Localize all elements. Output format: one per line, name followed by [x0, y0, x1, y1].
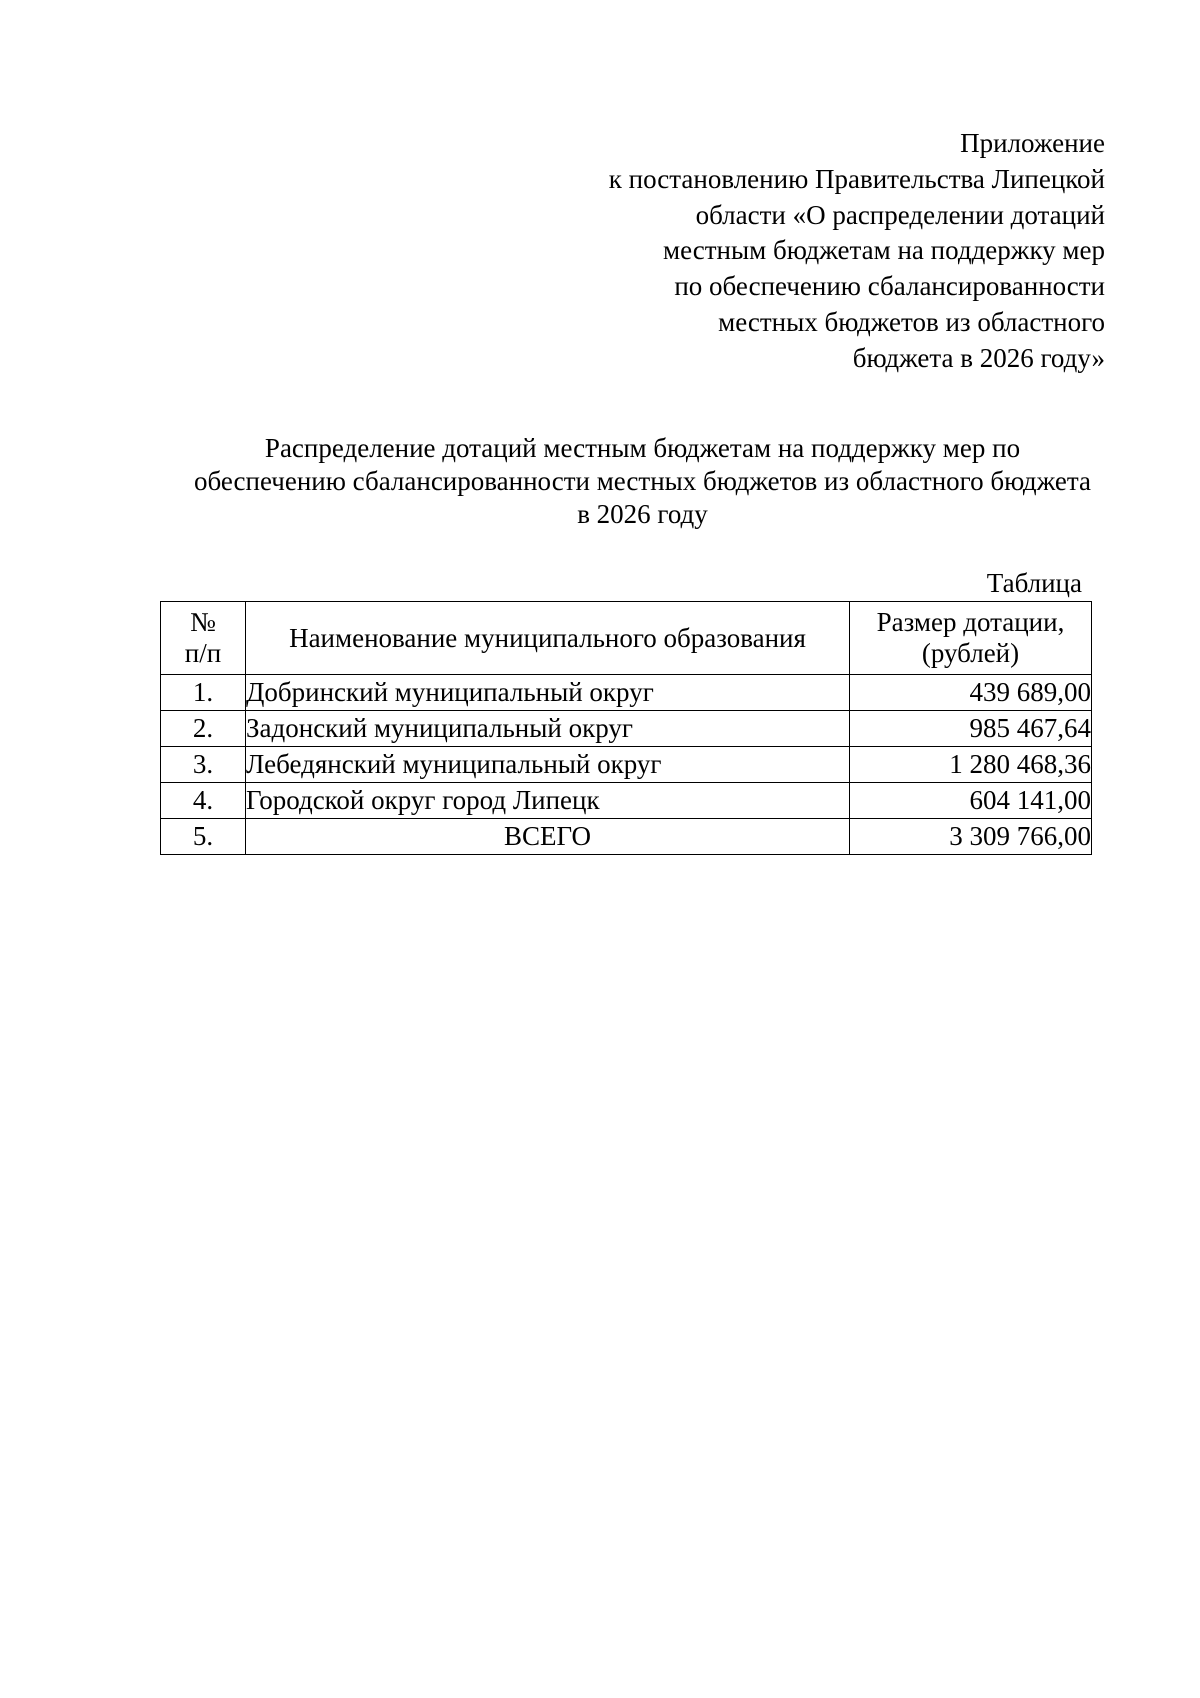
- table-row: [161, 711, 1092, 747]
- table-row: [161, 747, 1092, 783]
- row-number: 3.: [161, 747, 246, 783]
- title-line: обеспечению сбалансированности местных бюджетов из областного бюджета: [193, 466, 1091, 496]
- appendix-line: по обеспечению сбалансированности: [674, 271, 1105, 302]
- appendix-line: к постановлению Правительства Липецкой: [608, 163, 1105, 194]
- total-label: ВСЕГО: [246, 819, 850, 855]
- row-number: 1.: [161, 675, 246, 711]
- title-line: Распределение дотаций местным бюджетам на поддержку мер по: [264, 433, 1021, 463]
- table-row: [161, 675, 1092, 711]
- header-amount-line: Размер дотации,: [876, 607, 1065, 637]
- appendix-line: местным бюджетам на поддержку мер: [663, 235, 1105, 266]
- table-header-row: [161, 602, 1092, 675]
- appendix-line: области «О распределении дотаций: [695, 199, 1105, 230]
- municipality-name: Лебедянский муниципальный округ: [246, 747, 850, 783]
- table-label: Таблица: [986, 568, 1082, 598]
- municipality-name: Добринский муниципальный округ: [246, 675, 850, 711]
- subsidy-amount: 1 280 468,36: [850, 747, 1092, 783]
- header-name: Наименование муниципального образования: [246, 602, 850, 675]
- municipality-name: Городской округ город Липецк: [246, 783, 850, 819]
- document-title: [150, 432, 1135, 531]
- header-num: [161, 602, 246, 675]
- appendix-block: [545, 126, 1105, 377]
- subsidy-amount: 985 467,64: [850, 711, 1092, 747]
- header-amount-line: (рублей): [921, 638, 1020, 668]
- municipality-name: Задонский муниципальный округ: [246, 711, 850, 747]
- total-amount: 3 309 766,00: [850, 819, 1092, 855]
- distribution-table: [160, 601, 1092, 855]
- table-row: [161, 783, 1092, 819]
- row-number: 4.: [161, 783, 246, 819]
- table-row-total: [161, 819, 1092, 855]
- appendix-line: бюджета в 2026 году»: [852, 342, 1105, 373]
- row-number: 2.: [161, 711, 246, 747]
- subsidy-amount: 604 141,00: [850, 783, 1092, 819]
- subsidy-amount: 439 689,00: [850, 675, 1092, 711]
- row-number: 5.: [161, 819, 246, 855]
- header-amount: [850, 602, 1092, 675]
- header-num-line: №: [190, 607, 216, 637]
- appendix-line: местных бюджетов из областного: [718, 306, 1105, 337]
- appendix-line: Приложение: [960, 128, 1105, 158]
- title-line: в 2026 году: [577, 499, 708, 529]
- header-num-line: п/п: [184, 638, 222, 668]
